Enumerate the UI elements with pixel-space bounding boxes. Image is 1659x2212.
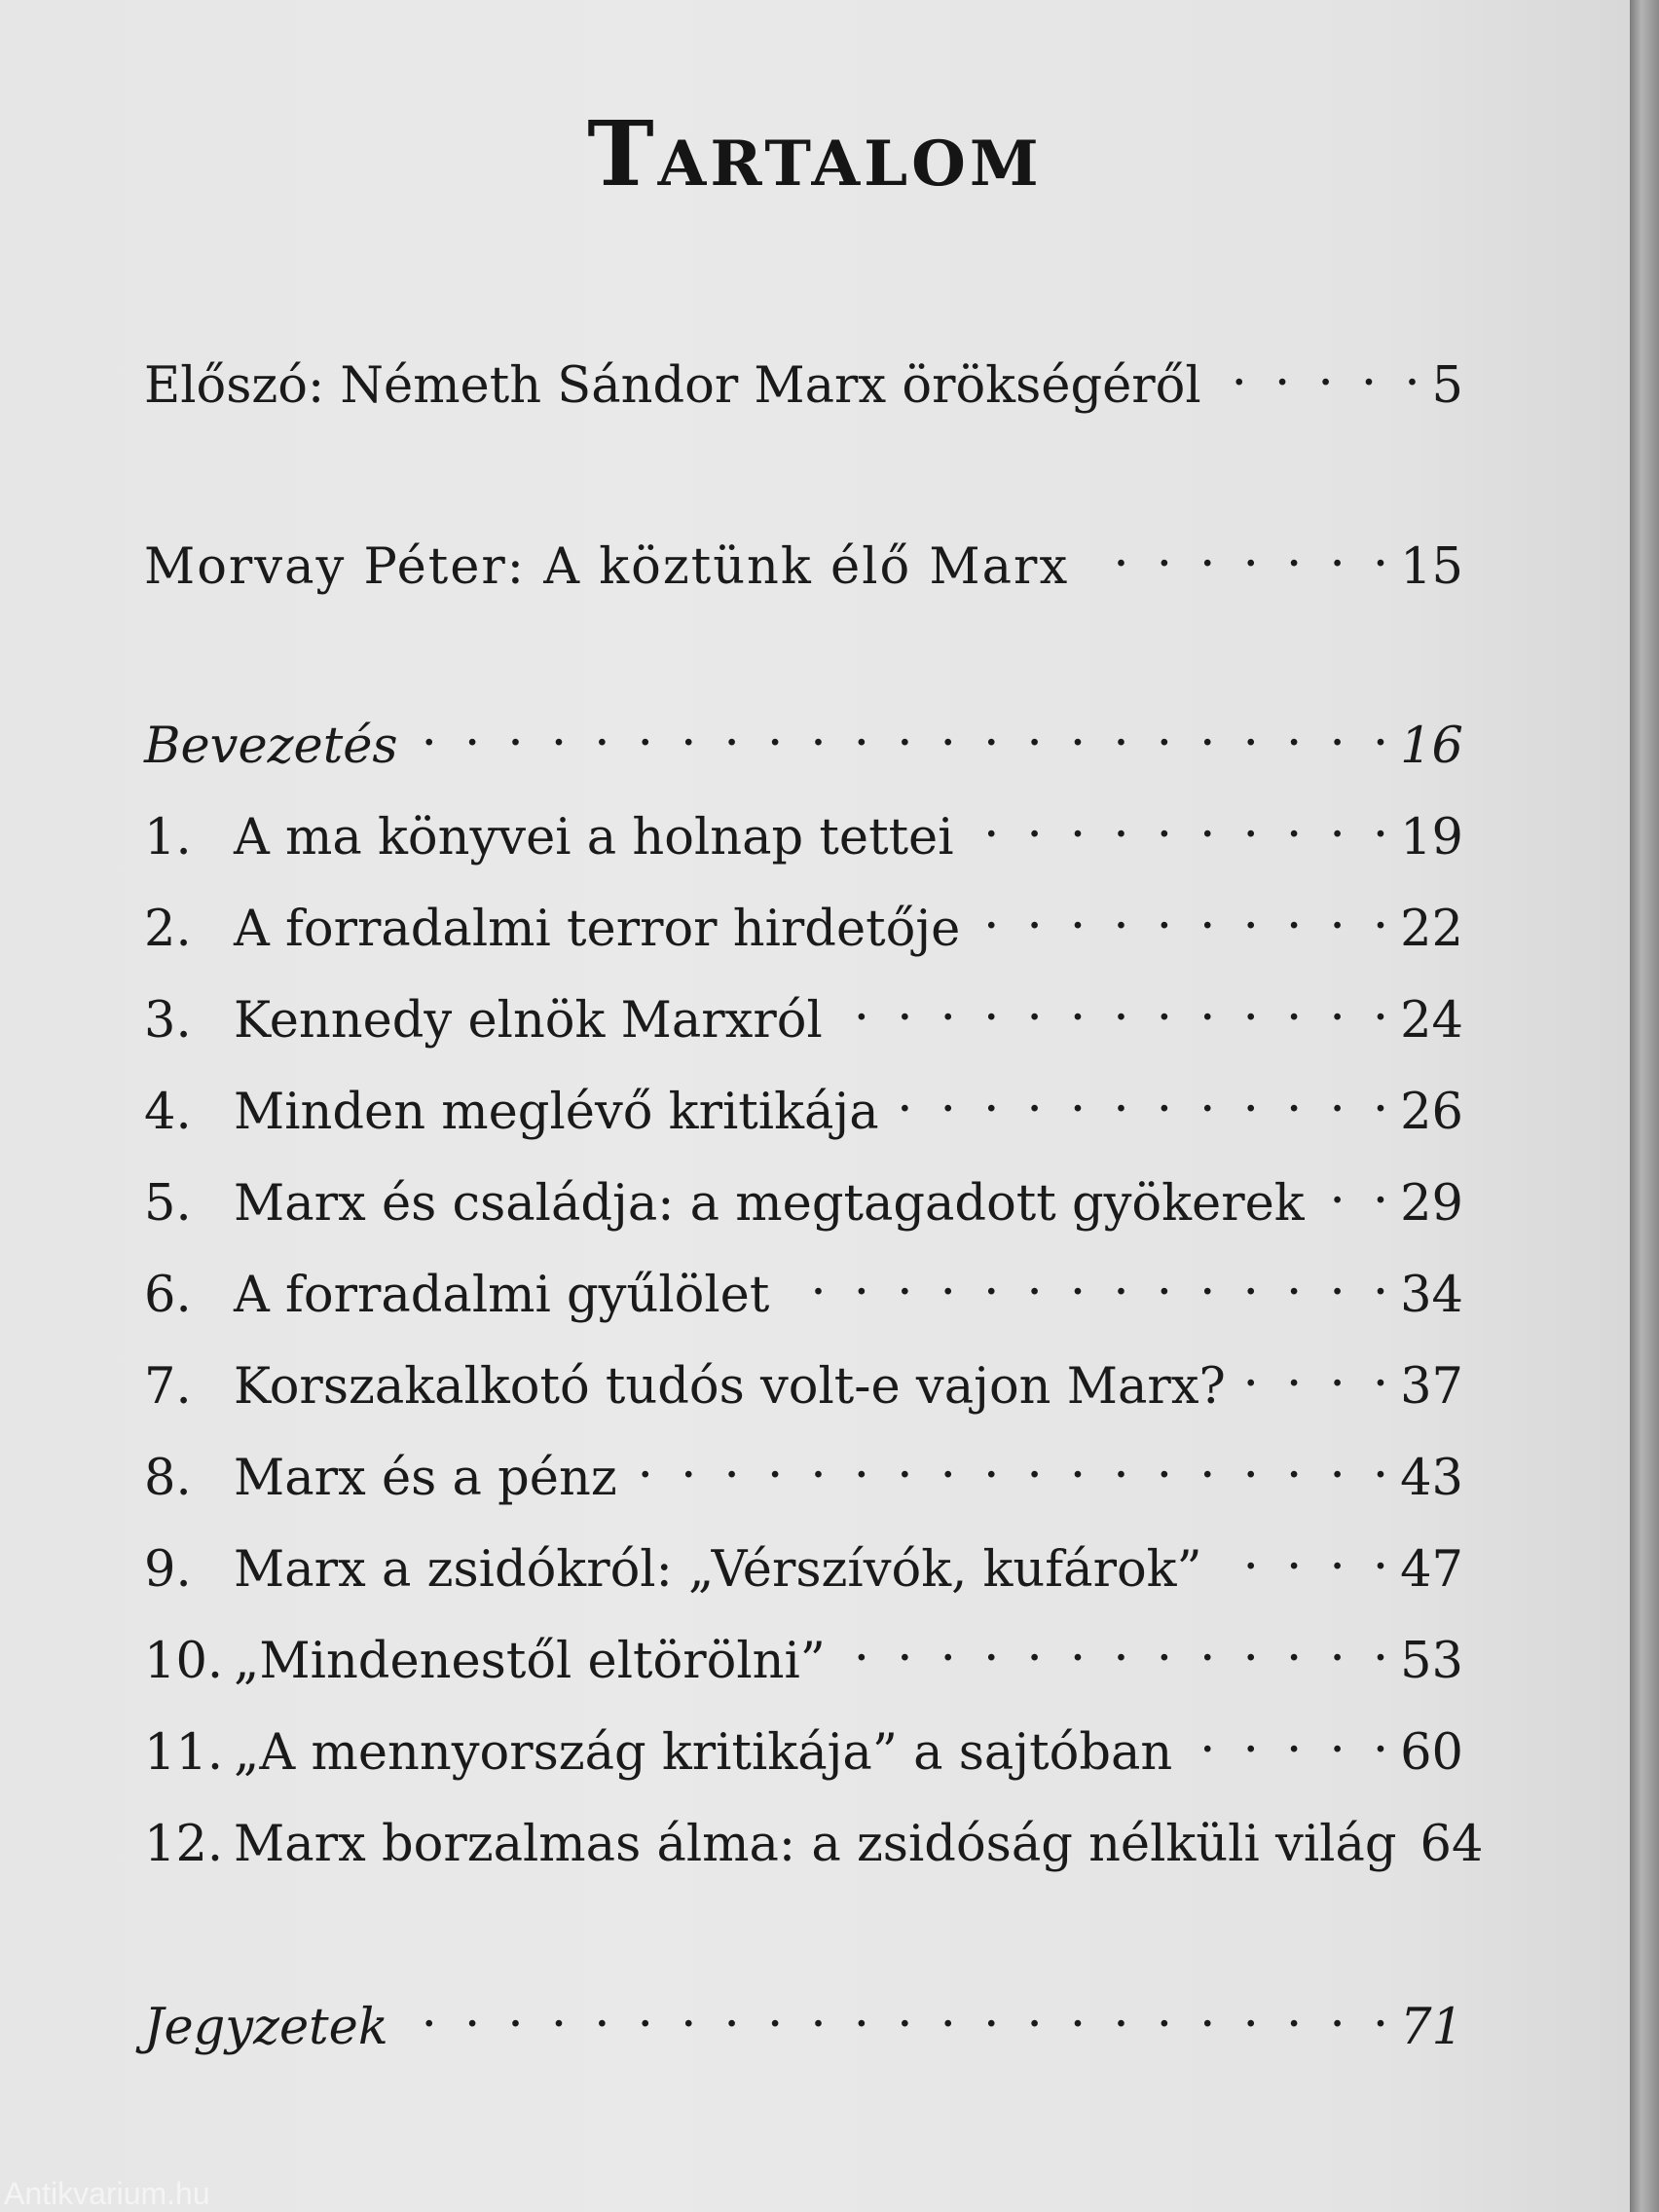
toc-entry-chapter-9 [144, 1536, 1463, 1600]
dot-leader [416, 713, 1395, 762]
toc-entry-number: 1. [144, 809, 192, 866]
toc-entry-number: 11. [144, 1724, 224, 1782]
toc-entry-chapter-12 [144, 1811, 1484, 1874]
watermark: Antikvarium.hu [4, 2176, 210, 2211]
toc-entry-number: 3. [144, 992, 192, 1050]
toc-entry-label: Morvay Péter: A köztünk élő Marx [144, 538, 1070, 596]
toc-entry-label: Marx borzalmas álma: a zsidóság nélküli világ [234, 1816, 1397, 1873]
toc-entry-page: 19 [1400, 809, 1463, 866]
dot-leader [1322, 1170, 1394, 1220]
toc-entry-chapter-5 [144, 1170, 1463, 1234]
dot-leader [1219, 352, 1426, 402]
toc-entry-page: 15 [1400, 538, 1463, 596]
toc-entry-number: 2. [144, 901, 192, 958]
toc-entry-chapter-3 [144, 987, 1463, 1051]
book-page-edge [1630, 0, 1659, 2212]
toc-entry-label: Korszakalkotó tudós volt-e vajon Marx? [234, 1358, 1226, 1416]
toc-entry-chapter-2 [144, 896, 1463, 959]
dot-leader [972, 804, 1395, 854]
toc-entry-label: A ma könyvei a holnap tettei [234, 809, 954, 866]
toc-entry-chapter-11 [144, 1719, 1463, 1783]
toc-entry-morvay [144, 534, 1463, 597]
toc-entry-page: 22 [1400, 901, 1463, 958]
toc-entry-page: 5 [1431, 357, 1463, 415]
toc-entry-chapter-7 [144, 1353, 1463, 1417]
toc-entry-page: 47 [1400, 1541, 1463, 1599]
toc-entry-label: Bevezetés [144, 718, 398, 775]
toc-entry-number: 9. [144, 1541, 192, 1599]
toc-entry-page: 60 [1400, 1724, 1463, 1782]
toc-entry-number: 10. [144, 1633, 224, 1690]
toc-entry-label: Marx és családja: a megtagadott gyökerek [234, 1175, 1305, 1233]
toc-entry-number: 8. [144, 1450, 192, 1507]
toc-entry-chapter-1 [144, 804, 1463, 867]
toc-entry-page: 29 [1400, 1175, 1463, 1233]
toc-entry-page: 71 [1400, 1999, 1463, 2056]
dot-leader [977, 896, 1394, 945]
toc-entry-chapter-6 [144, 1262, 1463, 1325]
dot-leader [787, 1262, 1394, 1311]
toc-entry-eloszo [144, 352, 1463, 416]
toc-entry-number: 12. [144, 1816, 224, 1873]
dot-leader [1087, 534, 1394, 583]
toc-entry-chapter-8 [144, 1445, 1463, 1508]
toc-entry-number: 6. [144, 1267, 192, 1324]
dot-leader [406, 1994, 1394, 2044]
toc-entry-label: „A mennyország kritikája” a sajtóban [234, 1724, 1173, 1782]
toc-entry-page: 43 [1400, 1450, 1463, 1507]
toc-entry-label: Marx a zsidókról: „Vérszívók, kufárok” [234, 1541, 1202, 1599]
toc-entry-page: 24 [1400, 992, 1463, 1050]
toc-entry-page: 53 [1400, 1633, 1463, 1690]
dot-leader [843, 1628, 1394, 1677]
dot-leader [635, 1445, 1394, 1494]
toc-entry-page: 34 [1400, 1267, 1463, 1324]
toc-entry-label: A forradalmi gyűlölet [234, 1267, 770, 1324]
toc-entry-number: 5. [144, 1175, 192, 1233]
toc-entry-label: Jegyzetek [144, 1999, 388, 2056]
toc-entry-page: 26 [1400, 1084, 1463, 1141]
toc-entry-jegyzetek [144, 1994, 1463, 2057]
toc-entry-label: Minden meglévő kritikája [234, 1084, 879, 1141]
toc-entry-chapter-10 [144, 1628, 1463, 1691]
toc-entry-chapter-4 [144, 1079, 1463, 1142]
toc-entry-number: 4. [144, 1084, 192, 1141]
toc-entry-bevezetes [144, 713, 1463, 776]
dot-leader [897, 1079, 1394, 1128]
dot-leader [840, 987, 1394, 1037]
page-title: Tartalom [587, 100, 1043, 206]
dot-leader [1190, 1719, 1394, 1769]
toc-entry-page: 16 [1400, 718, 1463, 775]
toc-entry-label: Előszó: Németh Sándor Marx örökségéről [144, 357, 1201, 415]
toc-entry-label: A forradalmi terror hirdetője [234, 901, 961, 958]
toc-entry-label: Marx és a pénz [234, 1450, 617, 1507]
dot-leader [1220, 1536, 1394, 1586]
toc-entry-page: 64 [1419, 1816, 1484, 1873]
toc-entry-number: 7. [144, 1358, 192, 1416]
toc-entry-label: Kennedy elnök Marxról [234, 992, 823, 1050]
dot-leader [1243, 1353, 1394, 1403]
toc-entry-label: „Mindenestől eltörölni” [234, 1633, 826, 1690]
toc-entry-page: 37 [1400, 1358, 1463, 1416]
